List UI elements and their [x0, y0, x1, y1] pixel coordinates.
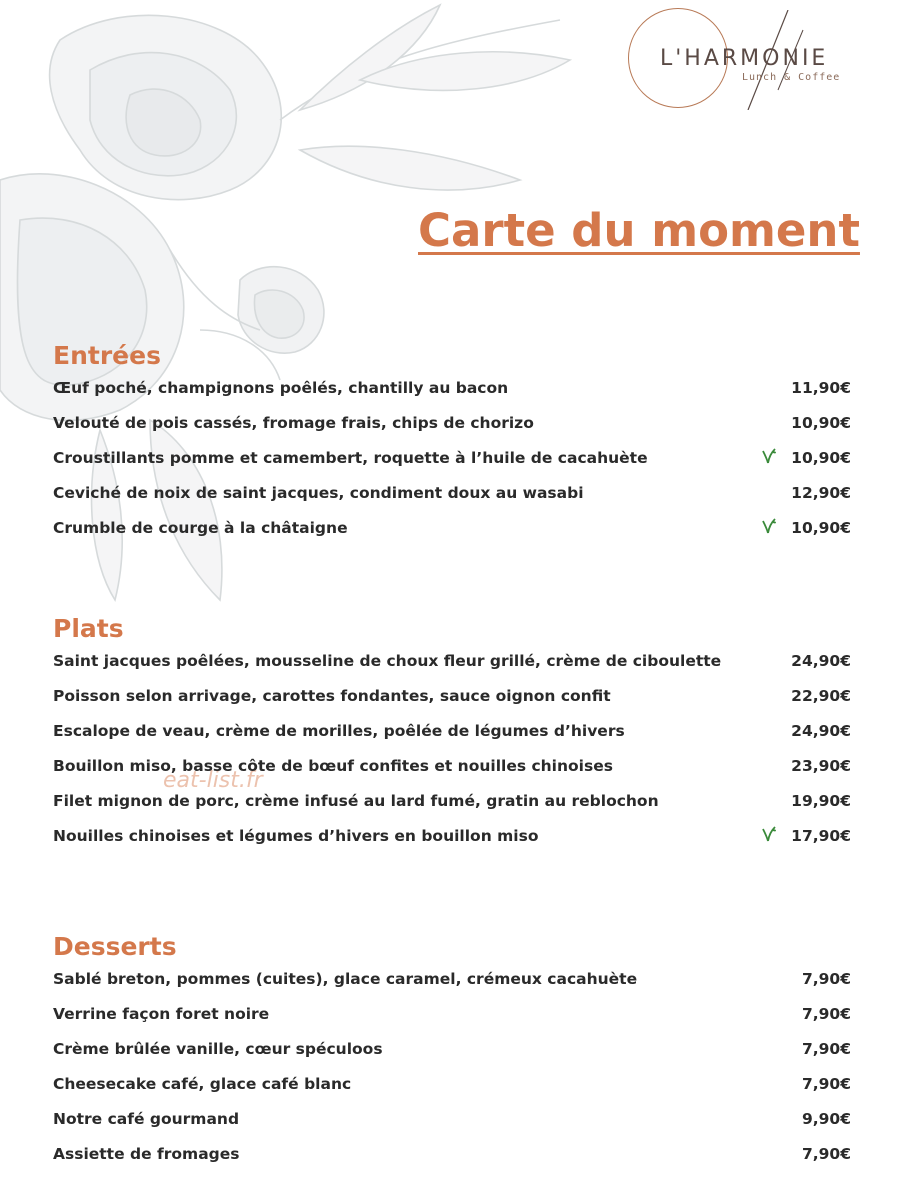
vegetarian-leaf-icon	[761, 517, 777, 535]
menu-item-name: Assiette de fromages	[53, 1145, 240, 1163]
menu-item-name: Notre café gourmand	[53, 1110, 240, 1128]
vegetarian-leaf-icon	[761, 825, 777, 843]
menu-item-price: 7,90€	[801, 1145, 851, 1163]
menu-item-name: Œuf poché, champignons poêlés, chantilly au bacon	[53, 379, 509, 397]
menu-item-name: Saint jacques poêlées, mousseline de choux fleur grillé, crème de ciboulette	[53, 652, 722, 670]
menu-item-name: Croustillants pomme et camembert, roquette à l’huile de cacahuète	[53, 449, 648, 467]
menu-item	[53, 967, 853, 1002]
menu-item-name: Cheesecake café, glace café blanc	[53, 1075, 352, 1093]
menu-item-name: Ceviché de noix de saint jacques, condiment doux au wasabi	[53, 484, 584, 502]
logo	[628, 8, 868, 113]
menu-item-price: 23,90€	[791, 757, 851, 775]
menu-item-price: 10,90€	[791, 519, 851, 537]
menu-item	[53, 481, 853, 516]
menu-item-price: 19,90€	[791, 792, 851, 810]
vegetarian-leaf-icon	[761, 447, 777, 465]
menu-item-name: Poisson selon arrivage, carottes fondantes, sauce oignon confit	[53, 687, 611, 705]
logo-subtitle: Lunch & Coffee	[742, 72, 841, 83]
menu-item	[53, 1072, 853, 1107]
menu-item-price: 9,90€	[801, 1110, 851, 1128]
menu-item-price: 24,90€	[791, 652, 851, 670]
section-title-entrees: Entrées	[53, 341, 161, 370]
menu-item	[53, 1107, 853, 1142]
menu-item	[53, 649, 853, 684]
menu-item	[53, 376, 853, 411]
menu-item-price: 7,90€	[801, 1005, 851, 1023]
menu-item-name: Bouillon miso, basse côte de bœuf confites et nouilles chinoises	[53, 757, 613, 775]
section-entrees	[53, 340, 853, 551]
menu-item	[53, 446, 853, 481]
section-title-plats: Plats	[53, 614, 124, 643]
menu-item-name: Sablé breton, pommes (cuites), glace caramel, crémeux cacahuète	[53, 970, 638, 988]
logo-name: L'HARMONIE	[660, 46, 829, 71]
menu-item-price: 11,90€	[791, 379, 851, 397]
menu-item	[53, 1037, 853, 1072]
menu-item-name: Crème brûlée vanille, cœur spéculoos	[53, 1040, 383, 1058]
menu-item-price: 22,90€	[791, 687, 851, 705]
menu-item-price: 10,90€	[791, 414, 851, 432]
page-title: Carte du moment	[418, 204, 860, 257]
section-title-desserts: Desserts	[53, 932, 177, 961]
section-plats	[53, 613, 853, 859]
menu-item	[53, 789, 853, 824]
menu-item-price: 12,90€	[791, 484, 851, 502]
menu-item	[53, 411, 853, 446]
menu-item-name: Crumble de courge à la châtaigne	[53, 519, 348, 537]
watermark: eat-list.fr	[163, 768, 263, 793]
menu-item-price: 7,90€	[801, 1040, 851, 1058]
menu-item-price: 17,90€	[791, 827, 851, 845]
menu-item-price: 7,90€	[801, 1075, 851, 1093]
menu-item	[53, 824, 853, 859]
menu-item	[53, 1002, 853, 1037]
menu-item	[53, 684, 853, 719]
menu-item-name: Nouilles chinoises et légumes d’hivers en bouillon miso	[53, 827, 539, 845]
menu-item	[53, 719, 853, 754]
menu-item-name: Verrine façon foret noire	[53, 1005, 270, 1023]
menu-item	[53, 1142, 853, 1177]
menu-item-name: Velouté de pois cassés, fromage frais, chips de chorizo	[53, 414, 534, 432]
menu-item-price: 10,90€	[791, 449, 851, 467]
menu-item-name: Escalope de veau, crème de morilles, poêlée de légumes d’hivers	[53, 722, 625, 740]
menu-item	[53, 754, 853, 789]
section-desserts	[53, 931, 853, 1177]
menu-item-price: 7,90€	[801, 970, 851, 988]
menu-item-price: 24,90€	[791, 722, 851, 740]
menu-item-name: Filet mignon de porc, crème infusé au lard fumé, gratin au reblochon	[53, 792, 659, 810]
menu-item	[53, 516, 853, 551]
